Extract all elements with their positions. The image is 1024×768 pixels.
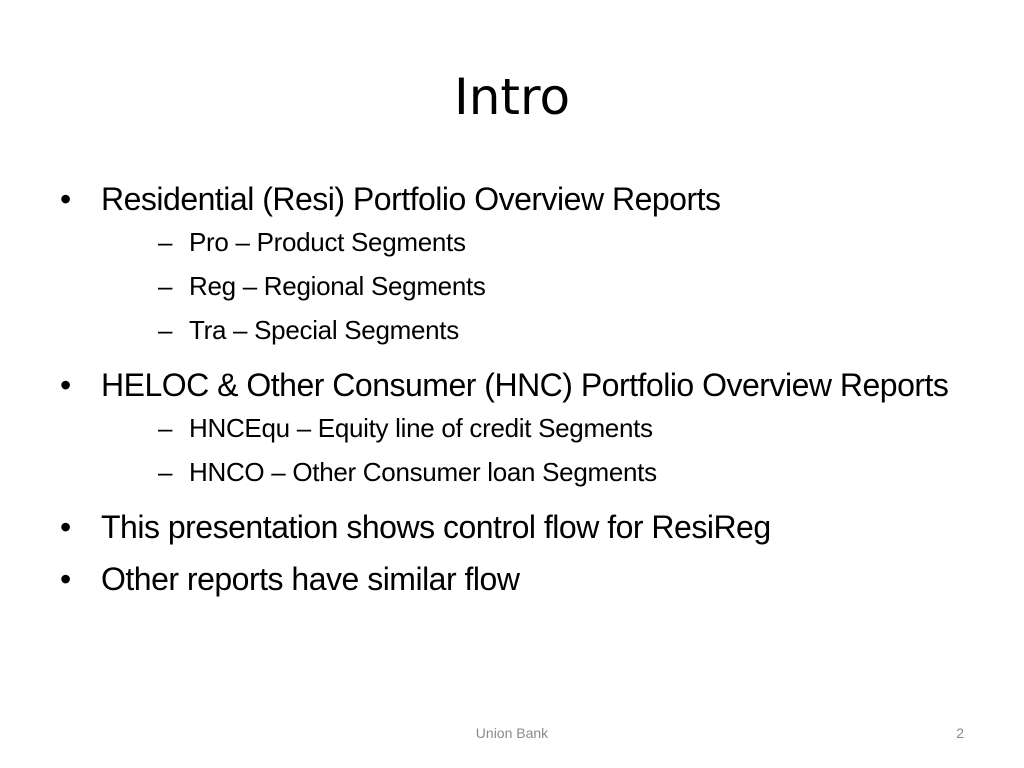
slide-title: Intro: [453, 68, 571, 126]
dash-icon: –: [158, 315, 173, 345]
bullet-list: [58, 180, 978, 612]
bullet-item: [58, 366, 978, 494]
bullet-dot-icon: •: [60, 509, 71, 545]
sub-bullet-text: HNCO – Other Consumer loan Segments: [189, 457, 657, 487]
sub-bullet-list: [101, 406, 978, 494]
sub-bullet-text: Tra – Special Segments: [189, 315, 459, 345]
bullet-dot-icon: •: [60, 181, 71, 217]
sub-bullet-item: [101, 406, 978, 450]
sub-bullet-item: [101, 220, 978, 264]
dash-icon: –: [158, 271, 173, 301]
bullet-item: [58, 180, 978, 352]
sub-bullet-text: HNCEqu – Equity line of credit Segments: [189, 413, 653, 443]
slide-number: 2: [956, 725, 964, 741]
bullet-text: Residential (Resi) Portfolio Overview Reports: [101, 181, 721, 217]
bullet-dot-icon: •: [60, 561, 71, 597]
sub-bullet-text: Reg – Regional Segments: [189, 271, 486, 301]
sub-bullet-item: [101, 450, 978, 494]
sub-bullet-item: [101, 308, 978, 352]
bullet-dot-icon: •: [60, 367, 71, 403]
sub-bullet-item: [101, 264, 978, 308]
dash-icon: –: [158, 457, 173, 487]
bullet-text: Other reports have similar flow: [101, 561, 520, 597]
footer-label: Union Bank: [475, 725, 549, 741]
bullet-item: [58, 560, 978, 598]
bullet-text: This presentation shows control flow for ResiReg: [101, 509, 771, 545]
bullet-item: [58, 508, 978, 546]
sub-bullet-list: [101, 220, 978, 352]
sub-bullet-text: Pro – Product Segments: [189, 227, 466, 257]
bullet-text: HELOC & Other Consumer (HNC) Portfolio Overview Reports: [101, 367, 949, 403]
dash-icon: –: [158, 413, 173, 443]
dash-icon: –: [158, 227, 173, 257]
